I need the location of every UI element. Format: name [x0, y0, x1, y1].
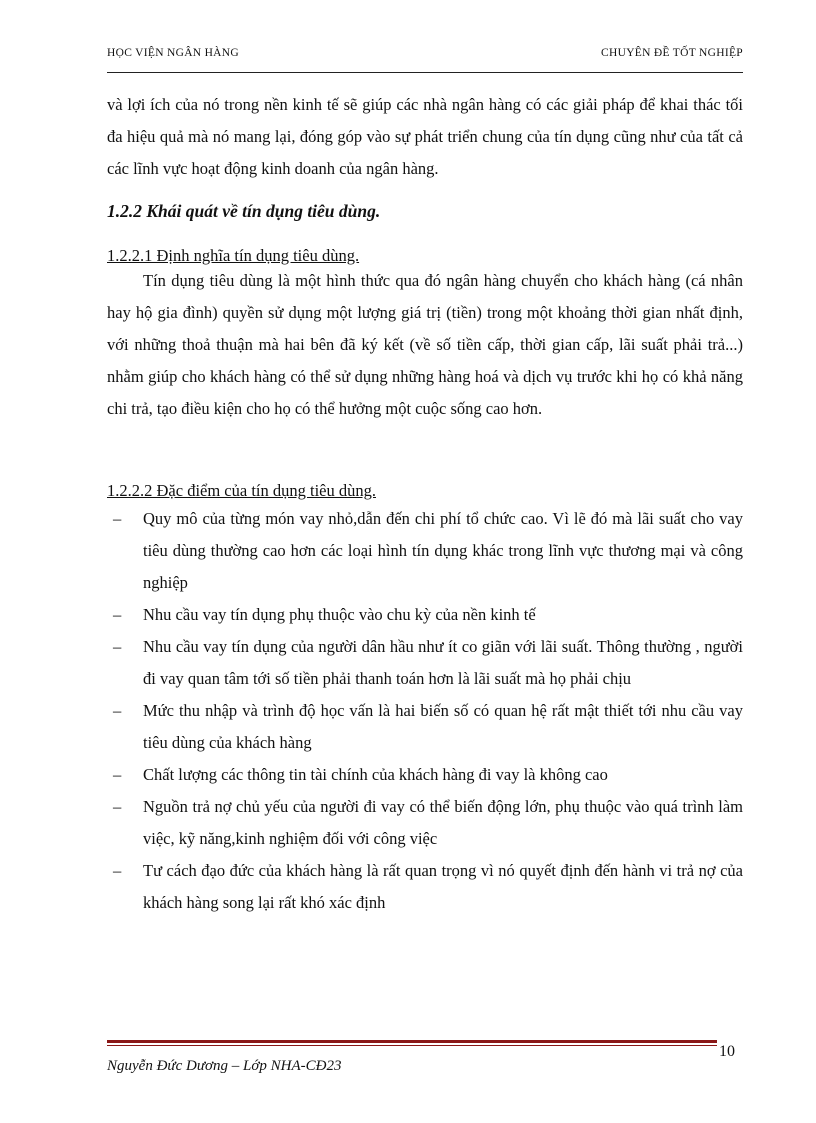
list-item-text: Chất lượng các thông tin tài chính của khách hàng đi vay là không cao [143, 765, 608, 784]
footer-rule-thin [107, 1045, 717, 1046]
footer-author: Nguyễn Đức Dương – Lớp NHA-CĐ23 [107, 1058, 342, 1074]
list-item-text: Nguồn trả nợ chủ yếu của người đi vay có thể biến động lớn, phụ thuộc vào quá trình làm việc, kỹ năng,kinh nghiệm đối với công việc [143, 797, 743, 848]
bullet-dash: – [113, 861, 122, 880]
bullet-dash: – [113, 765, 122, 784]
bullet-dash: – [113, 605, 122, 624]
list-item [107, 759, 743, 791]
characteristics-list [107, 503, 743, 919]
list-item [107, 631, 743, 695]
intro-paragraph: và lợi ích của nó trong nền kinh tế sẽ giúp các nhà ngân hàng có các giải pháp để khai thác tối đa hiệu quả mà nó mang lại, đóng góp vào sự phát triển chung của tín dụng cũng như của tất cả các lĩnh vực hoạt động kinh doanh của ngân hàng. [107, 95, 743, 178]
section-heading: 1.2.2 Khái quát về tín dụng tiêu dùng. [107, 201, 381, 221]
document-page [107, 0, 743, 1123]
list-item-text: Quy mô của từng món vay nhỏ,dẫn đến chi phí tổ chức cao. Vì lẽ đó mà lãi suất cho vay tiêu dùng thường cao hơn các loại hình tín dụng khác trong lĩnh vực thương mại và công nghiệp [143, 509, 743, 592]
list-item [107, 599, 743, 631]
list-item [107, 695, 743, 759]
list-item-text: Nhu cầu vay tín dụng của người dân hầu như ít co giãn với lãi suất. Thông thường , người đi vay quan tâm tới số tiền phải thanh toán hơn là lãi suất mà họ phải chịu [143, 637, 743, 688]
footer-rule [107, 1040, 717, 1043]
header-institution: HỌC VIỆN NGÂN HÀNG [107, 47, 240, 59]
bullet-dash: – [113, 637, 122, 656]
list-item [107, 791, 743, 855]
header-document-type: CHUYÊN ĐỀ TỐT NGHIỆP [601, 47, 743, 59]
bullet-dash: – [113, 797, 122, 816]
list-item-text: Nhu cầu vay tín dụng phụ thuộc vào chu kỳ của nền kinh tế [143, 605, 536, 624]
definition-paragraph: Tín dụng tiêu dùng là một hình thức qua đó ngân hàng chuyển cho khách hàng (cá nhân hay hộ gia đình) quyền sử dụng một lượng giá trị (tiền) trong một khoảng thời gian nhất định, với những thoả thuận mà hai bên đã ký kết (về số tiền cấp, thời gian cấp, lãi suất phải trả...) nhằm giúp cho khách hàng có thể sử dụng những hàng hoá và dịch vụ trước khi họ có khả năng chi trả, tạo điều kiện cho họ có thể hưởng một cuộc sống cao hơn. [107, 271, 743, 418]
list-item-text: Tư cách đạo đức của khách hàng là rất quan trọng vì nó quyết định đến hành vi trả nợ của khách hàng song lại rất khó xác định [143, 861, 743, 912]
subsection-1-title: 1.2.2.1 Định nghĩa tín dụng tiêu dùng. [107, 246, 360, 265]
header-divider [107, 72, 743, 73]
page-number: 10 [719, 1043, 735, 1060]
bullet-dash: – [113, 701, 122, 720]
list-item [107, 855, 743, 919]
list-item-text: Mức thu nhập và trình độ học vấn là hai biến số có quan hệ rất mật thiết tới nhu cầu vay tiêu dùng của khách hàng [143, 701, 743, 752]
subsection-2-title: 1.2.2.2 Đặc điểm của tín dụng tiêu dùng. [107, 481, 376, 500]
list-item [107, 503, 743, 599]
bullet-dash: – [113, 509, 122, 528]
